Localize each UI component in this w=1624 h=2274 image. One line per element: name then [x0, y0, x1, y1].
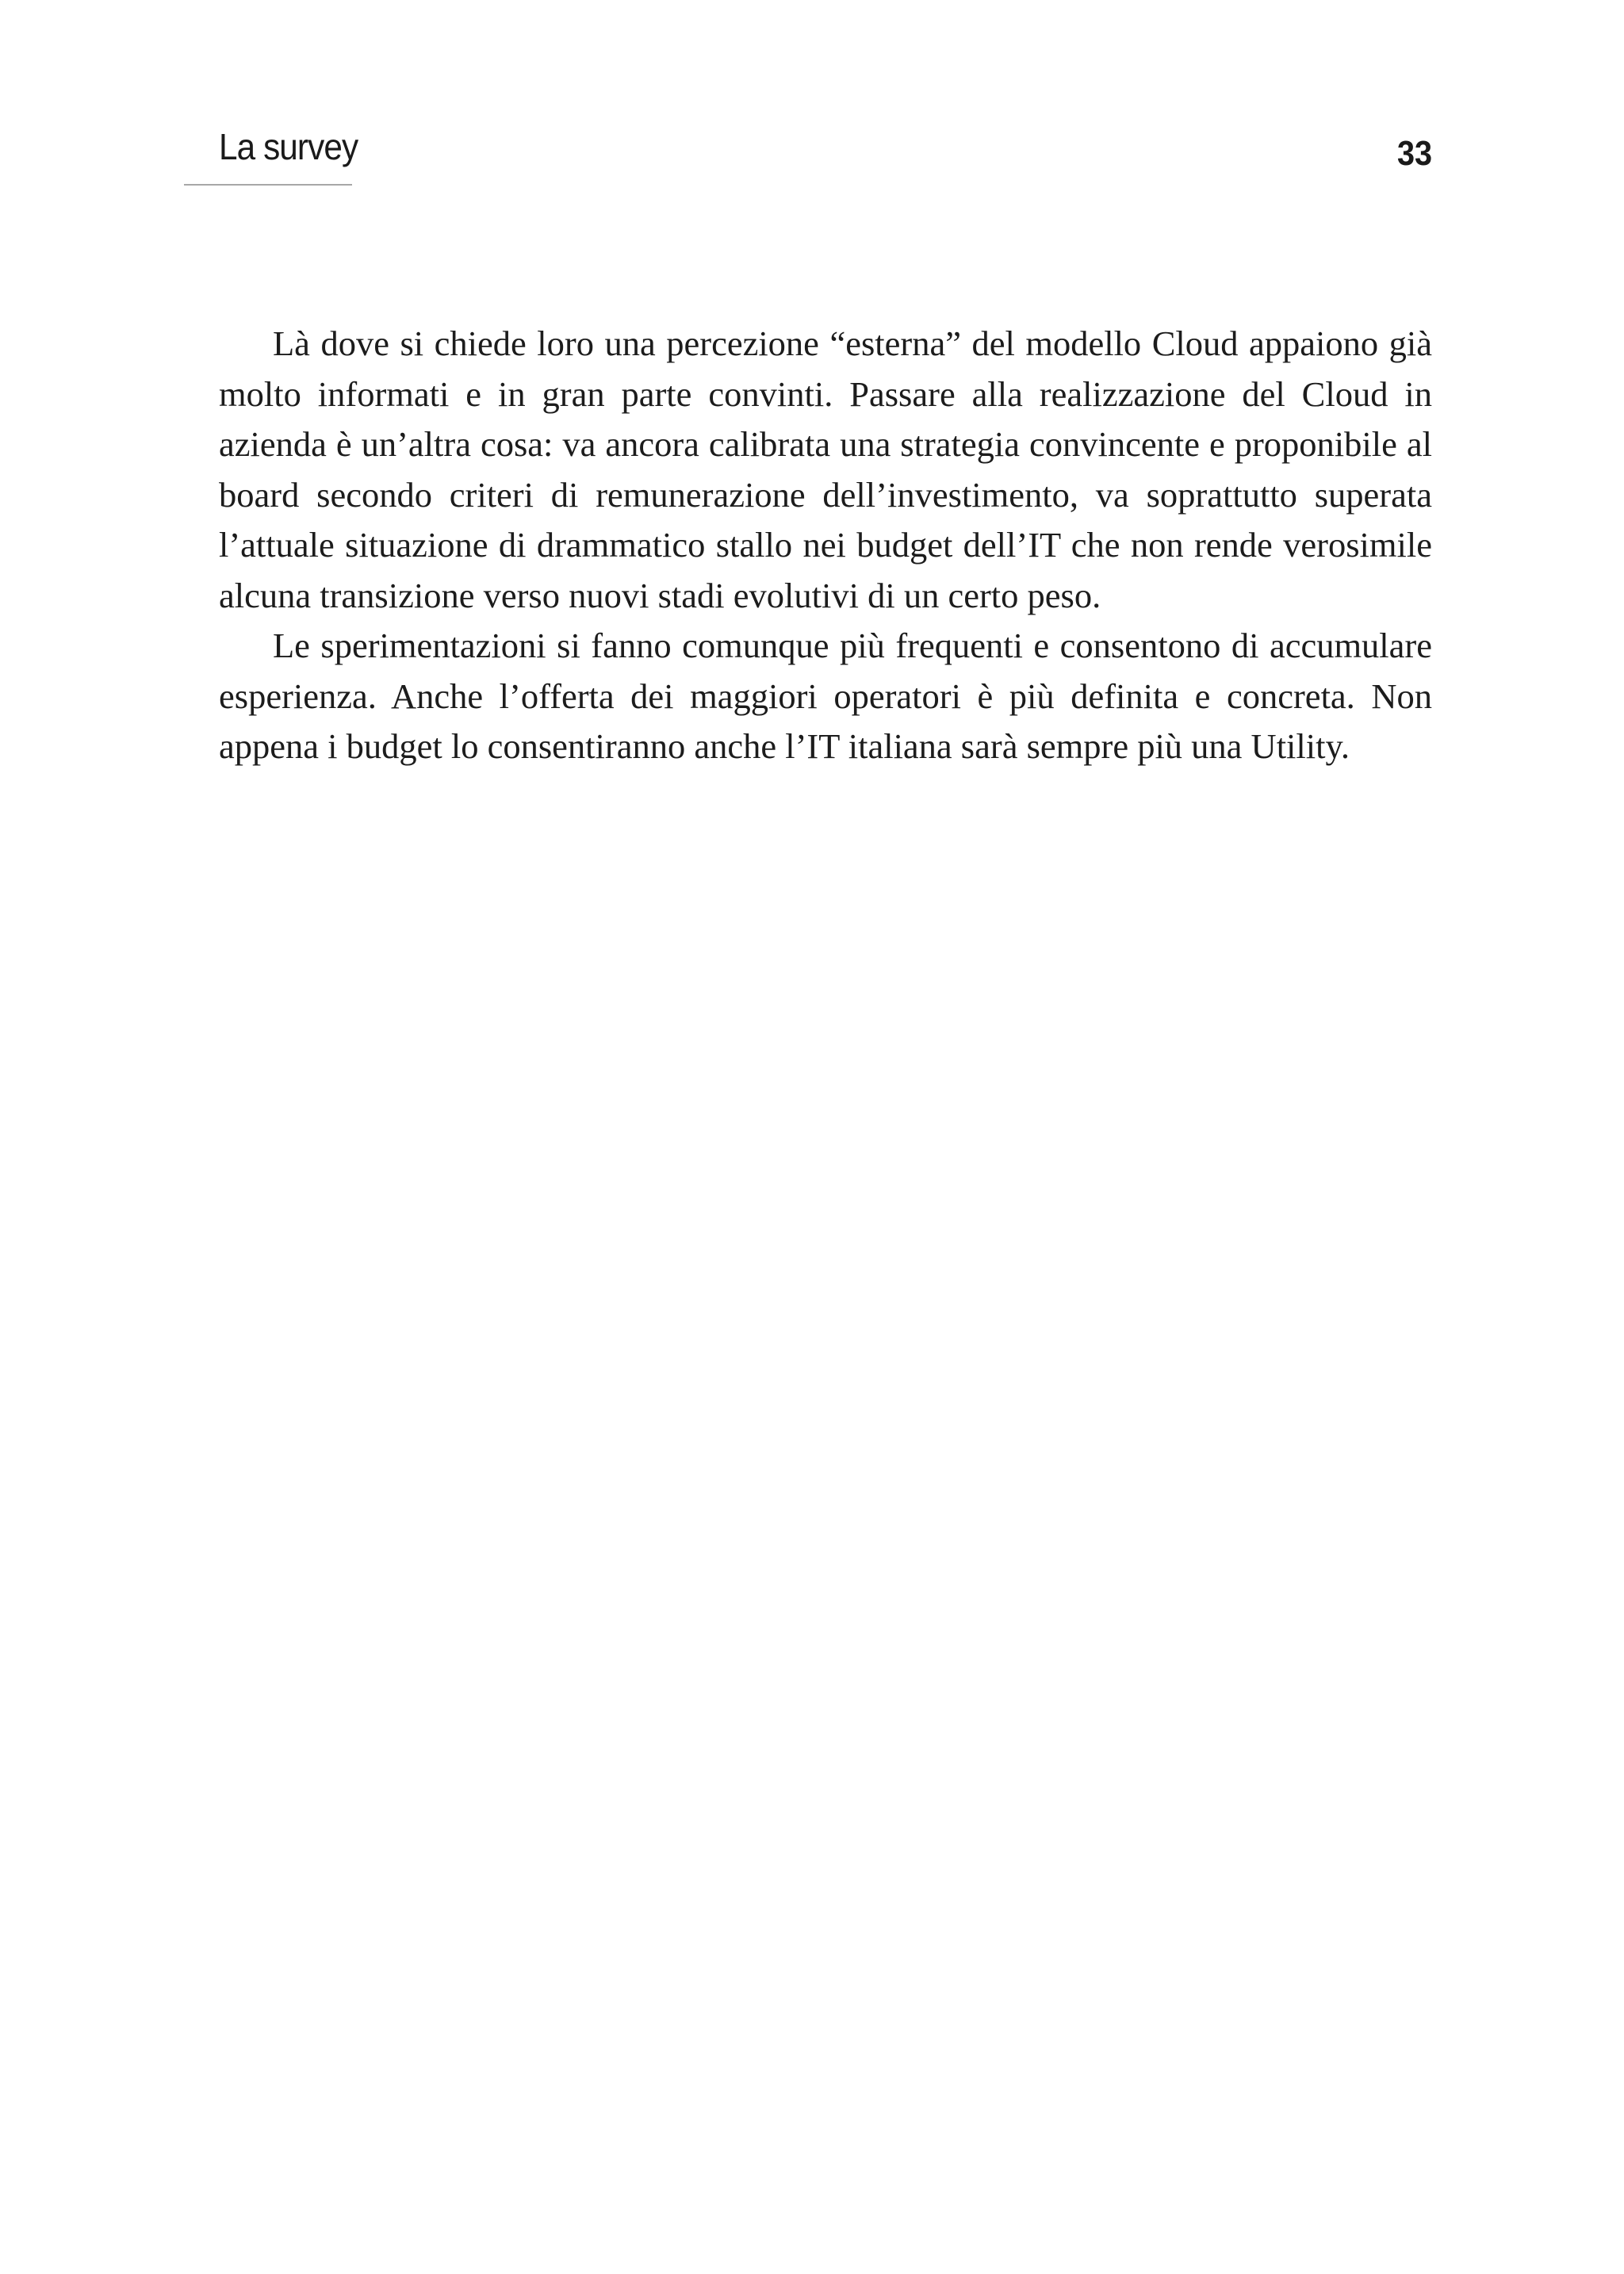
running-head-title: La survey	[219, 126, 358, 167]
paragraph: Là dove si chiede loro una percezione “esterna” del modello Cloud appaiono già molto informati e in gran parte convinti. Passare alla realizzazione del Cloud in azienda è un’altra cosa: va ancora calibrata una strategia convincente e proponibile al board secondo criteri di remunerazione dell’investimento, va soprattutto superata l’attuale situazione di drammatico stallo nei budget dell’IT che non rende verosimile alcuna transizione verso nuovi stadi evolutivi di un certo peso.	[219, 323, 1432, 615]
body-text	[219, 319, 1432, 772]
page-number: 33	[1396, 134, 1432, 173]
running-head-rule	[184, 184, 352, 186]
paragraph: Le sperimentazioni si fanno comunque più frequenti e consentono di accumulare esperienza. Anche l’offerta dei maggiori operatori è più definita e concreta. Non appena i budget lo consentiranno anche l’IT italiana sarà sempre più una Utility.	[219, 626, 1432, 766]
